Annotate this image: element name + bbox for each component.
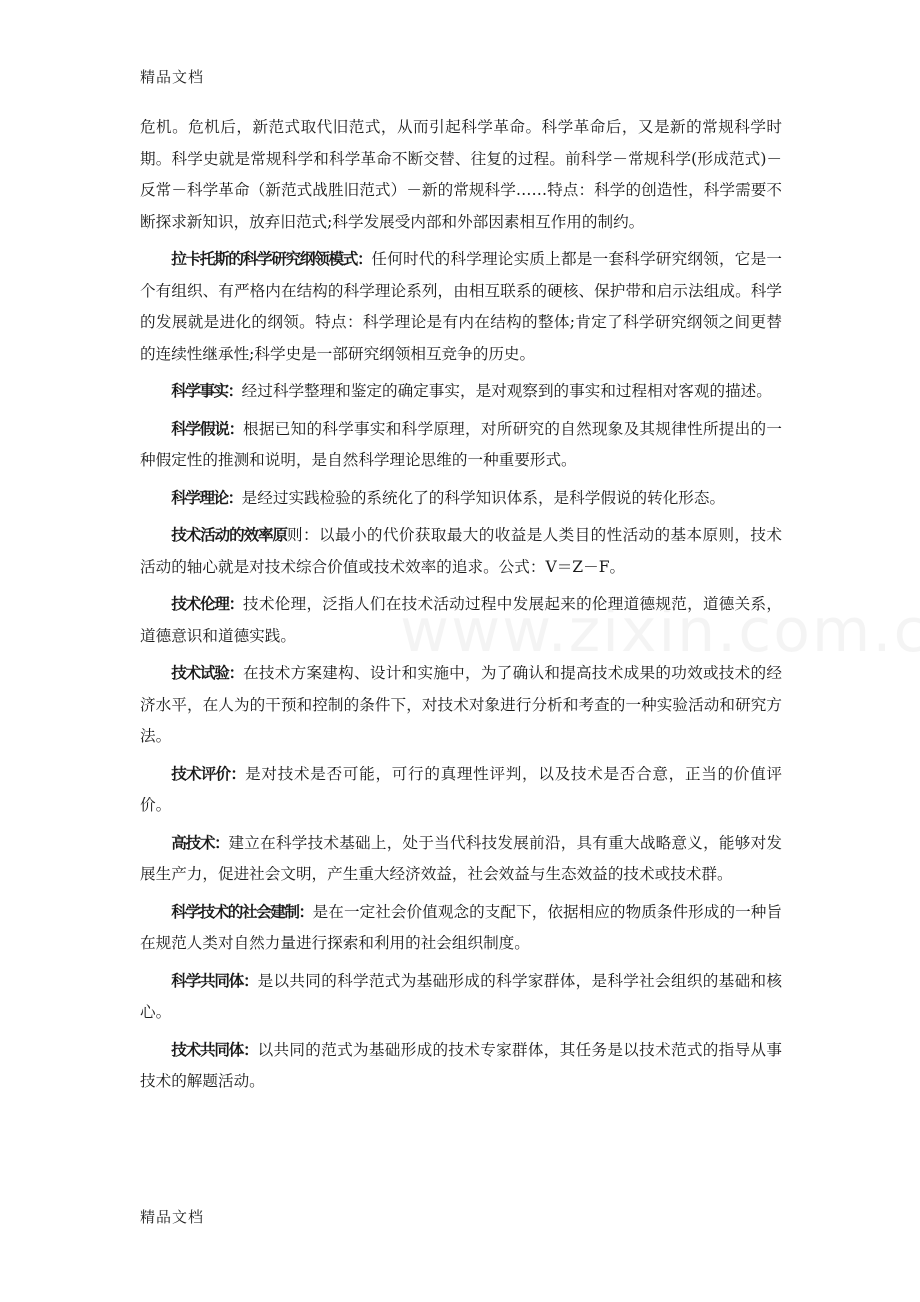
definition-text: 根据已知的科学事实和科学原理，对所研究的自然现象及其规律性所提出的一种假定性的推测和说明，是自然科学理论思维的一种重要形式。	[140, 419, 782, 469]
definition-term: 技术活动的效率原	[171, 526, 288, 544]
definition-text: 技术伦理，泛指人们在技术活动过程中发展起来的伦理道德规范，道德关系，道德意识和道德实践。	[140, 595, 782, 645]
definition-paragraph	[140, 589, 782, 652]
definition-text: 是经过实践检验的系统化了的科学知识体系，是科学假说的转化形态。	[241, 488, 726, 507]
page-footer: 精品文档	[140, 1208, 205, 1226]
definition-term: 科学技术的社会建制：	[171, 902, 313, 921]
definition-term: 科学事实：	[171, 382, 242, 400]
definition-text: 以共同的范式为基础形成的技术专家群体，其任务是以技术范式的指导从事技术的解题活动。	[140, 1040, 782, 1090]
definition-text: 是以共同的科学范式为基础形成的科学家群体，是科学社会组织的基础和核心。	[140, 971, 782, 1021]
definition-paragraph	[140, 520, 782, 583]
definition-paragraph	[140, 828, 782, 891]
definition-paragraph	[140, 483, 782, 515]
document-body	[140, 112, 782, 1104]
definition-text: 则：以最小的代价获取最大的收益是人类目的性活动的基本原则，技术活动的轴心就是对技术综合价值或技术效率的追求。公式：V＝Z－F。	[140, 526, 782, 576]
definition-paragraph	[140, 897, 782, 960]
definition-term: 拉卡托斯的科学研究纲领模式：	[171, 250, 372, 268]
definition-term: 高技术：	[171, 833, 229, 852]
definition-paragraph	[140, 1035, 782, 1098]
definition-paragraph	[140, 966, 782, 1029]
definition-text: 在技术方案建构、设计和实施中，为了确认和提高技术成果的功效或技术的经济水平，在人为的干预和控制的条件下，对技术对象进行分析和考查的一种实验活动和研究方法。	[140, 664, 782, 745]
definition-paragraph	[140, 376, 782, 408]
definition-term: 技术共同体：	[171, 1040, 258, 1059]
definition-text: 是在一定社会价值观念的支配下，依据相应的物质条件形成的一种旨在规范人类对自然力量进行探索和利用的社会组织制度。	[140, 902, 782, 952]
definition-term: 科学理论：	[171, 488, 242, 507]
definition-term: 技术试验：	[171, 664, 243, 682]
definition-paragraph	[140, 658, 782, 753]
definition-text: 任何时代的科学理论实质上都是一套科学研究纲领，它是一个有组织、有严格内在结构的科学理论系列，由相互联系的硬核、保护带和启示法组成。科学的发展就是进化的纲领。特点：科学理论是有内在结构的整体;肯定了科学研究纲领之间更替的连续性继承性;科学史是一部研究纲领相互竞争的历史。	[140, 250, 782, 363]
page-header: 精品文档	[140, 68, 205, 86]
definition-term: 科学共同体：	[171, 971, 258, 990]
definition-term: 技术评价：	[171, 764, 246, 783]
definition-text: 建立在科学技术基础上，处于当代科技发展前沿，具有重大战略意义，能够对发展生产力，促进社会文明，产生重大经济效益，社会效益与生态效益的技术或技术群。	[140, 833, 782, 883]
definition-text: 是对技术是否可能，可行的真理性评判，以及技术是否合意，正当的价值评价。	[140, 764, 782, 814]
definition-paragraph	[140, 759, 782, 822]
definition-term: 科学假说：	[171, 419, 243, 438]
definition-paragraph	[140, 244, 782, 370]
definition-term: 技术伦理：	[171, 595, 243, 613]
definition-list	[140, 244, 782, 1098]
definition-paragraph	[140, 414, 782, 477]
intro-paragraph: 危机。危机后，新范式取代旧范式，从而引起科学革命。科学革命后，又是新的常规科学时期。科学史就是常规科学和科学革命不断交替、往复的过程。前科学－常规科学(形成范式)－反常－科学革命（新范式战胜旧范式）－新的常规科学……特点：科学的创造性，科学需要不断探求新知识，放弃旧范式;科学发展受内部和外部因素相互作用的制约。	[140, 118, 782, 231]
definition-text: 经过科学整理和鉴定的确定事实，是对观察到的事实和过程相对客观的描述。	[241, 382, 772, 400]
